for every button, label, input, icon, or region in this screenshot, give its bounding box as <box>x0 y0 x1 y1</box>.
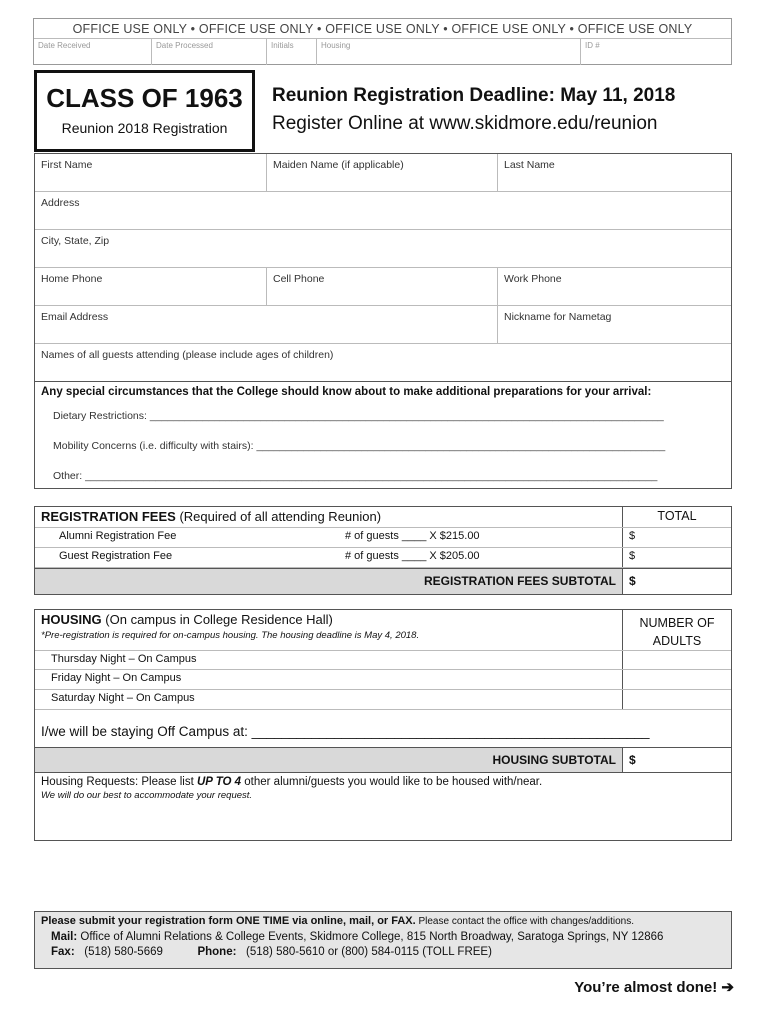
registration-deadline: Reunion Registration Deadline: May 11, 2018 <box>272 85 676 106</box>
fees-subtotal-label: REGISTRATION FEES SUBTOTAL <box>423 574 616 588</box>
housing-requests-text: Housing Requests: Please list UP TO 4 other alumni/guests you would like to be housed with/near. <box>41 776 543 788</box>
housing-requests-note: We will do our best to accommodate your request. <box>41 790 253 801</box>
alumni-guests-count[interactable]: # of guests ____ X $215.00 <box>345 530 480 542</box>
thursday-night-label: Thursday Night – On Campus <box>51 653 197 665</box>
class-title-box <box>34 70 255 152</box>
mobility-concerns-line[interactable]: Mobility Concerns (i.e. difficulty with stairs): ______________________________________________________________________ <box>53 440 666 452</box>
off-campus-line[interactable]: I/we will be staying Off Campus at: _____________________________________________________ <box>41 724 650 739</box>
email-field[interactable]: Email Address <box>35 306 498 343</box>
personal-info-form <box>34 153 732 489</box>
number-of-adults-header: NUMBER OF ADULTS <box>622 610 731 650</box>
almost-done-text: You’re almost done! ➔ <box>574 979 734 996</box>
guest-fee-label: Guest Registration Fee <box>59 550 173 562</box>
register-online-link[interactable]: Register Online at www.skidmore.edu/reunion <box>272 113 658 134</box>
housing-subtotal-value[interactable]: $ <box>622 748 731 772</box>
guest-guests-count[interactable]: # of guests ____ X $205.00 <box>345 550 480 562</box>
office-date-processed: Date Processed <box>152 39 267 65</box>
maiden-name-field[interactable]: Maiden Name (if applicable) <box>267 154 498 191</box>
housing-table <box>34 609 732 841</box>
alumni-fee-label: Alumni Registration Fee <box>59 530 177 542</box>
submission-instructions <box>34 911 732 969</box>
dietary-restrictions-line[interactable]: Dietary Restrictions: ________________________________________________________________________________________ <box>53 410 664 422</box>
office-use-banner: OFFICE USE ONLY • OFFICE USE ONLY • OFFICE USE ONLY • OFFICE USE ONLY • OFFICE USE ONLY <box>34 19 731 39</box>
housing-heading-block: HOUSING (On campus in College Residence Hall) *Pre-registration is required for on-campus housing. The housing deadline is May 4, 2018. <box>35 610 622 650</box>
submit-instructions-line: Please submit your registration form ONE TIME via online, mail, or FAX. Please contact the office with changes/additions. <box>41 915 634 927</box>
guest-fee-total[interactable]: $ <box>622 548 731 567</box>
class-subtitle: Reunion 2018 Registration <box>61 120 228 136</box>
work-phone-field[interactable]: Work Phone <box>504 273 562 285</box>
class-title: CLASS OF 1963 <box>46 83 243 113</box>
fees-heading: REGISTRATION FEES (Required of all attending Reunion) <box>41 509 382 524</box>
office-initials: Initials <box>267 39 317 65</box>
first-name-field[interactable]: First Name <box>35 154 267 191</box>
fees-subtotal-value[interactable]: $ <box>622 569 731 594</box>
fax-phone-line: Fax: (518) 580-5669 Phone: (518) 580-5610 or (800) 584-0115 (TOLL FREE) <box>51 946 492 958</box>
friday-night-label: Friday Night – On Campus <box>51 672 182 684</box>
address-field[interactable]: Address <box>41 197 80 209</box>
city-state-zip-field[interactable]: City, State, Zip <box>41 235 110 247</box>
thursday-adults[interactable] <box>622 651 731 669</box>
guests-field[interactable]: Names of all guests attending (please include ages of children) <box>41 349 334 361</box>
home-phone-field[interactable]: Home Phone <box>35 268 267 305</box>
special-circumstances <box>35 382 731 486</box>
office-housing: Housing <box>317 39 581 65</box>
nickname-field[interactable]: Nickname for Nametag <box>504 311 612 323</box>
registration-fees-table <box>34 506 732 595</box>
housing-requests-field[interactable] <box>35 773 731 840</box>
office-date-received: Date Received <box>34 39 152 65</box>
saturday-adults[interactable] <box>622 690 731 709</box>
friday-adults[interactable] <box>622 670 731 689</box>
office-use-strip <box>33 18 732 65</box>
housing-note: *Pre-registration is required for on-campus housing. The housing deadline is May 4, 2018. <box>41 630 420 641</box>
total-column-header: TOTAL <box>622 507 731 527</box>
housing-subtotal-label: HOUSING SUBTOTAL <box>492 753 616 767</box>
other-line[interactable]: Other: __________________________________________________________________________________________________ <box>53 470 658 482</box>
cell-phone-field[interactable]: Cell Phone <box>267 268 498 305</box>
special-heading: Any special circumstances that the College should know about to make additional preparations for your arrival: <box>41 386 652 398</box>
office-id: ID # <box>585 41 600 50</box>
last-name-field[interactable]: Last Name <box>504 159 555 171</box>
saturday-night-label: Saturday Night – On Campus <box>51 692 195 704</box>
mail-line: Mail: Office of Alumni Relations & College Events, Skidmore College, 815 North Broadway, Saratoga Springs, NY 12866 <box>51 931 664 943</box>
alumni-fee-total[interactable]: $ <box>622 528 731 547</box>
